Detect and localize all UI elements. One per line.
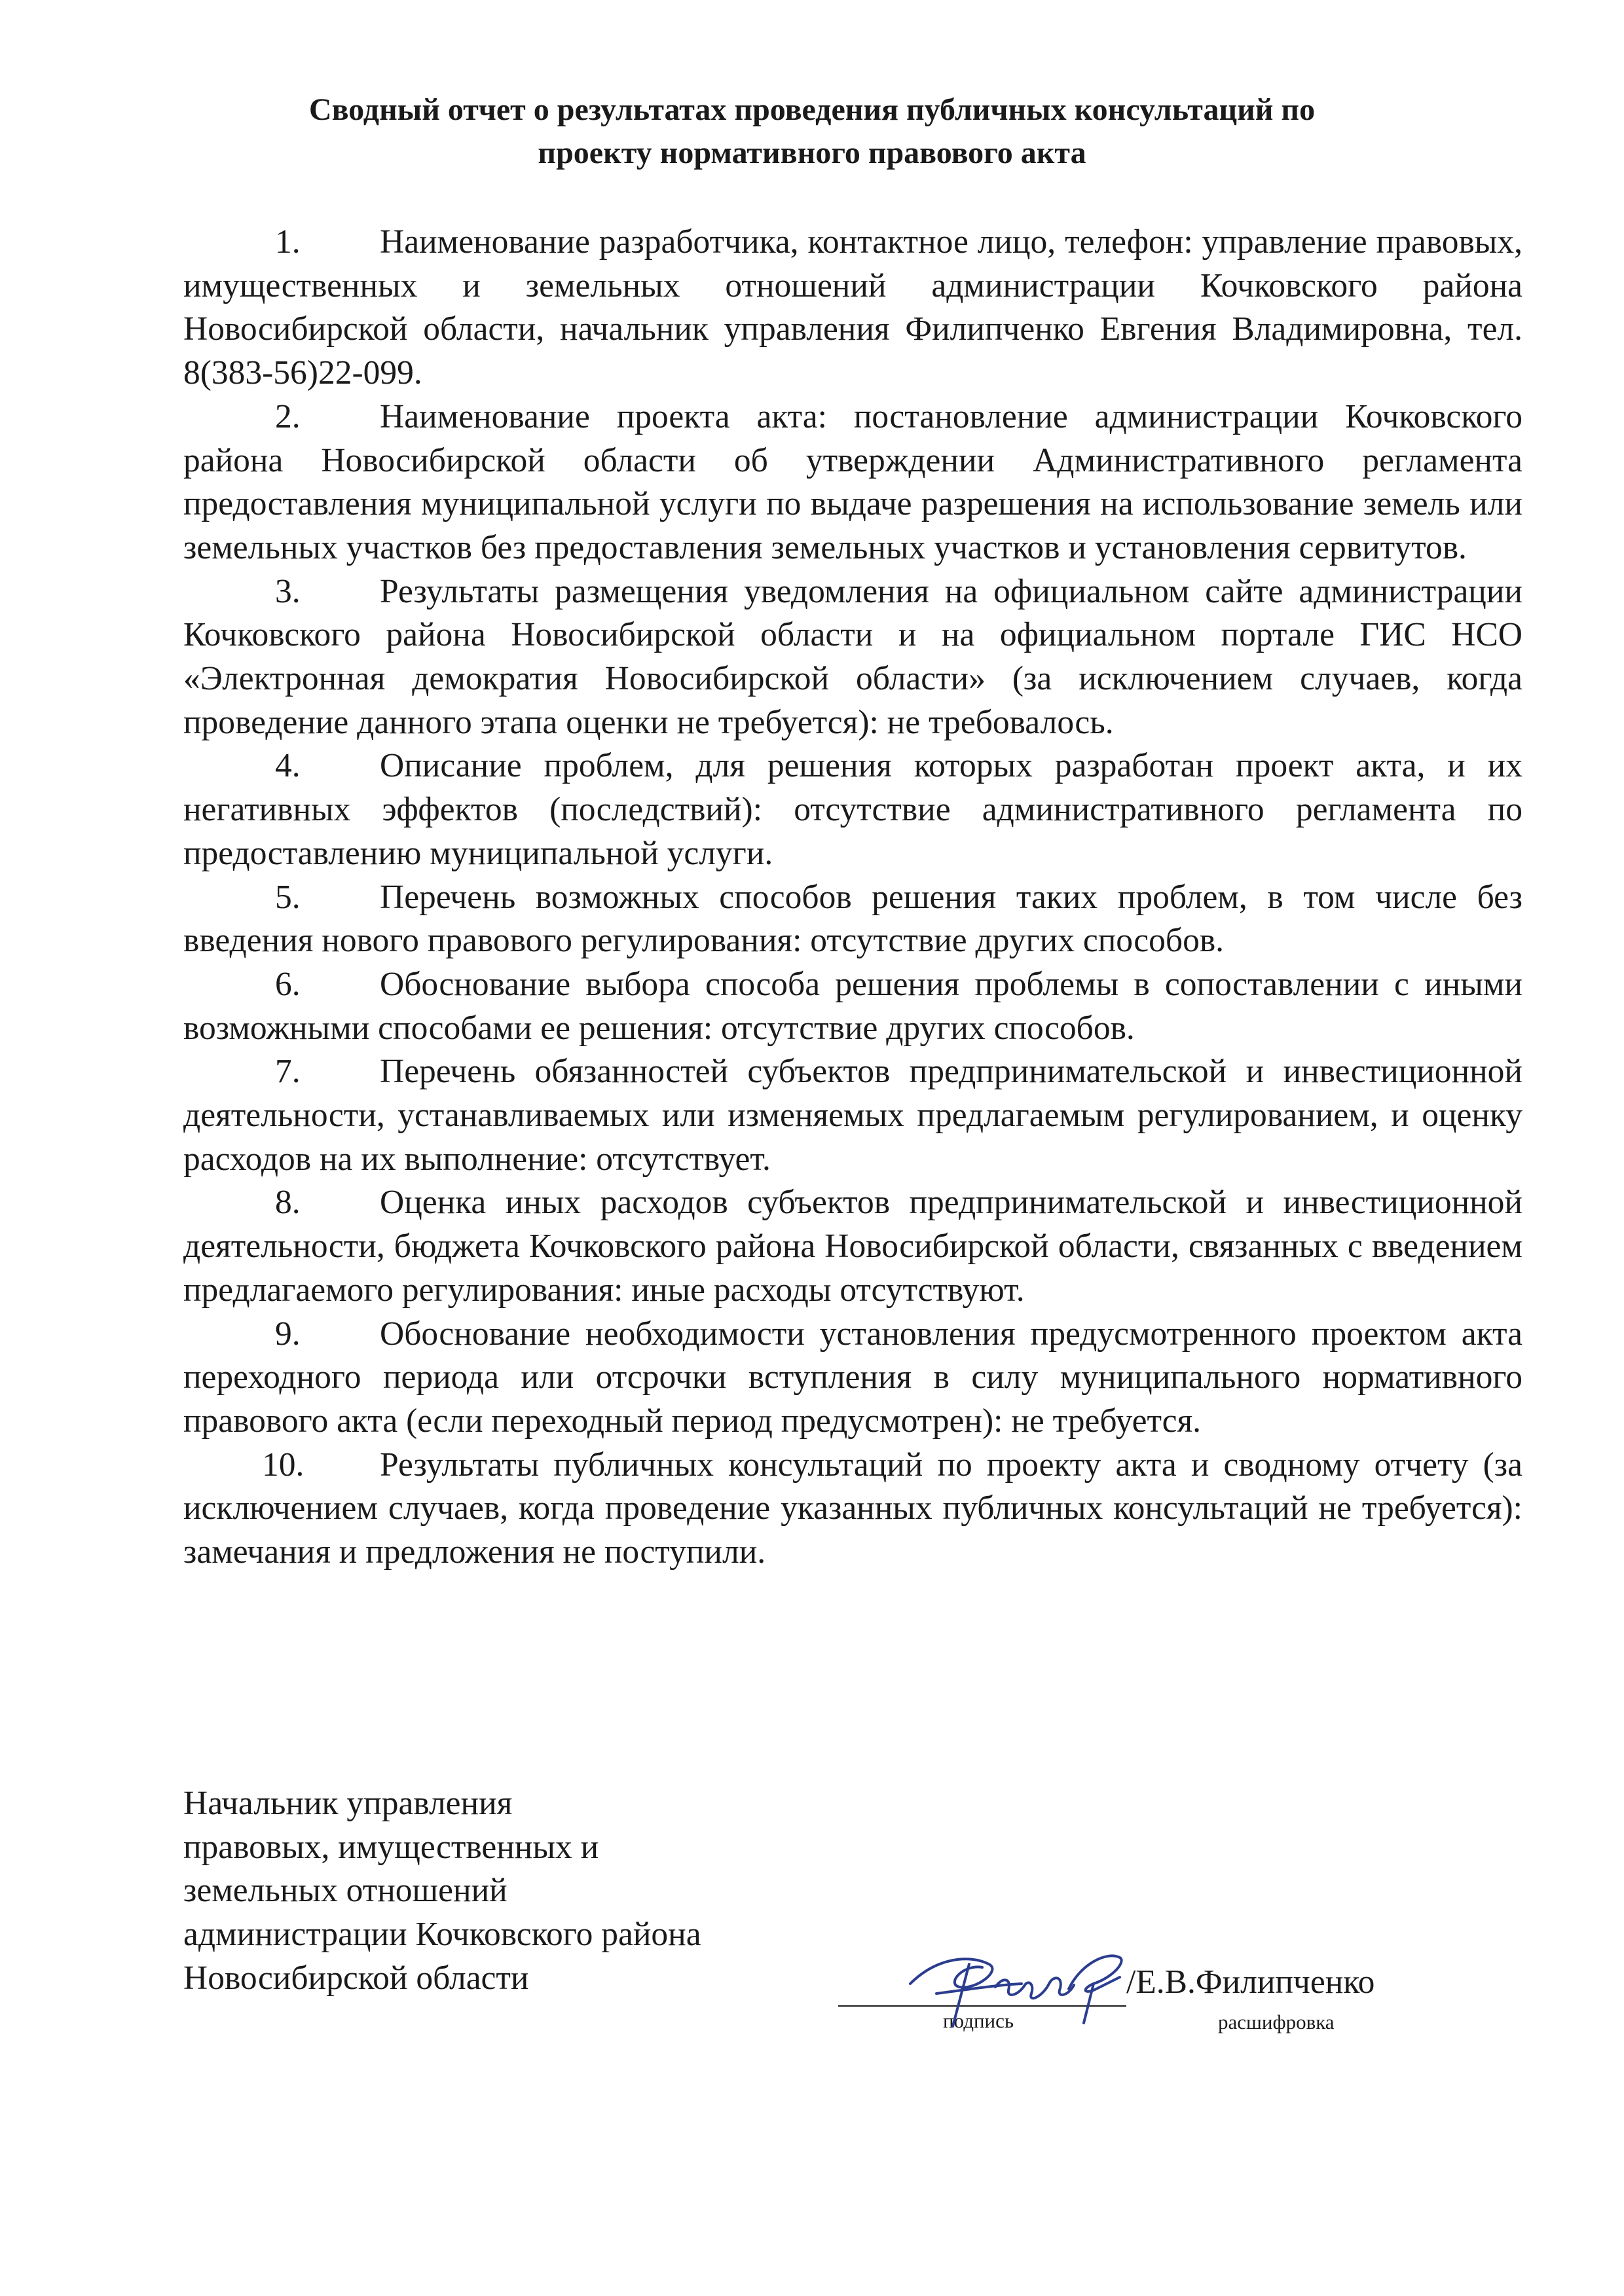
report-item-5 <box>183 876 1522 963</box>
report-item-8 <box>183 1181 1522 1312</box>
report-item-9 <box>183 1313 1522 1444</box>
signatory-name: /Е.В.Филипченко <box>1126 1963 1375 2001</box>
item-number: 1. <box>275 223 301 261</box>
item-number: 9. <box>275 1315 301 1353</box>
signatory-line-1: Начальник управления <box>183 1785 513 1822</box>
item-text: Результаты публичных консультаций по проекту акта и сводному отчету (за исключением случаев, когда проведение указанных публичных консультаций не требуется): замечания и предложения не поступили. <box>183 1446 1522 1571</box>
item-number: 4. <box>275 747 301 785</box>
item-text: Оценка иных расходов субъектов предпринимательской и инвестиционной деятельности, бюджета Кочковского района Новосибирской области, связанных с введением предлагаемого регулирования: иные расходы отсутствуют. <box>183 1184 1522 1309</box>
signatory-position <box>183 1782 701 2001</box>
handwritten-signature-icon <box>897 1938 1146 2036</box>
decipher-caption: расшифровка <box>1218 2011 1335 2033</box>
item-text: Описание проблем, для решения которых разработан проект акта, и их негативных эффектов (последствий): отсутствие административного регламента по предоставлению муниципальной услуги. <box>183 747 1522 872</box>
item-number: 7. <box>275 1053 301 1091</box>
item-text: Результаты размещения уведомления на официальном сайте администрации Кочковского района Новосибирской области и на официальном портале ГИС НСО «Электронная демократия Новосибирской области» (за исключением случаев, когда проведение данного этапа оценки не требуется): не требовалось. <box>183 572 1522 741</box>
report-item-10 <box>183 1444 1522 1575</box>
item-number: 2. <box>275 397 301 435</box>
item-text: Перечень обязанностей субъектов предпринимательской и инвестиционной деятельности, устанавливаемых или изменяемых предлагаемым регулированием, и оценку расходов на их выполнение: отсутствует. <box>183 1053 1522 1178</box>
item-text: Наименование проекта акта: постановление администрации Кочковского района Новосибирской области об утверждении Административного регламента предоставления муниципальной услуги по выдаче разрешения на использование земель или земельных участков без предоставления земельных участков и установления сервитутов. <box>183 397 1522 566</box>
title-line-2: проекту нормативного правового акта <box>538 136 1086 170</box>
item-text: Наименование разработчика, контактное лицо, телефон: управление правовых, имущественных и земельных отношений администрации Кочковского района Новосибирской области, начальник управления Филипченко Евгения Владимировна, тел. 8(383-56)22-099. <box>183 223 1522 392</box>
item-number: 10. <box>262 1446 304 1484</box>
item-text: Обоснование выбора способа решения проблемы в сопоставлении с иными возможными способами ее решения: отсутствие других способов. <box>183 965 1522 1047</box>
report-item-4 <box>183 744 1522 875</box>
item-text: Обоснование необходимости установления предусмотренного проектом акта переходного периода или отсрочки вступления в силу муниципального нормативного правового акта (если переходный период предусмотрен): не требуется. <box>183 1315 1522 1440</box>
signatory-line-2: правовых, имущественных и <box>183 1828 599 1866</box>
item-number: 5. <box>275 878 301 916</box>
signatory-line-5: Новосибирской области <box>183 1959 529 1997</box>
item-number: 6. <box>275 965 301 1003</box>
title-line-1: Сводный отчет о результатах проведения публичных консультаций по <box>308 92 1316 127</box>
report-item-3 <box>183 570 1522 745</box>
signatory-line-3: земельных отношений <box>183 1872 507 1910</box>
signature-caption: подпись <box>943 2009 1014 2032</box>
report-item-1 <box>183 221 1522 395</box>
document-title <box>183 88 1441 175</box>
item-number: 8. <box>275 1184 301 1222</box>
signatory-line-4: администрации Кочковского района <box>183 1916 701 1954</box>
report-item-6 <box>183 963 1522 1050</box>
item-text: Перечень возможных способов решения таких проблем, в том числе без введения нового правового регулирования: отсутствие других способов. <box>183 878 1522 960</box>
report-item-2 <box>183 395 1522 570</box>
report-items <box>183 221 1522 1575</box>
report-item-7 <box>183 1050 1522 1181</box>
item-number: 3. <box>275 572 301 610</box>
